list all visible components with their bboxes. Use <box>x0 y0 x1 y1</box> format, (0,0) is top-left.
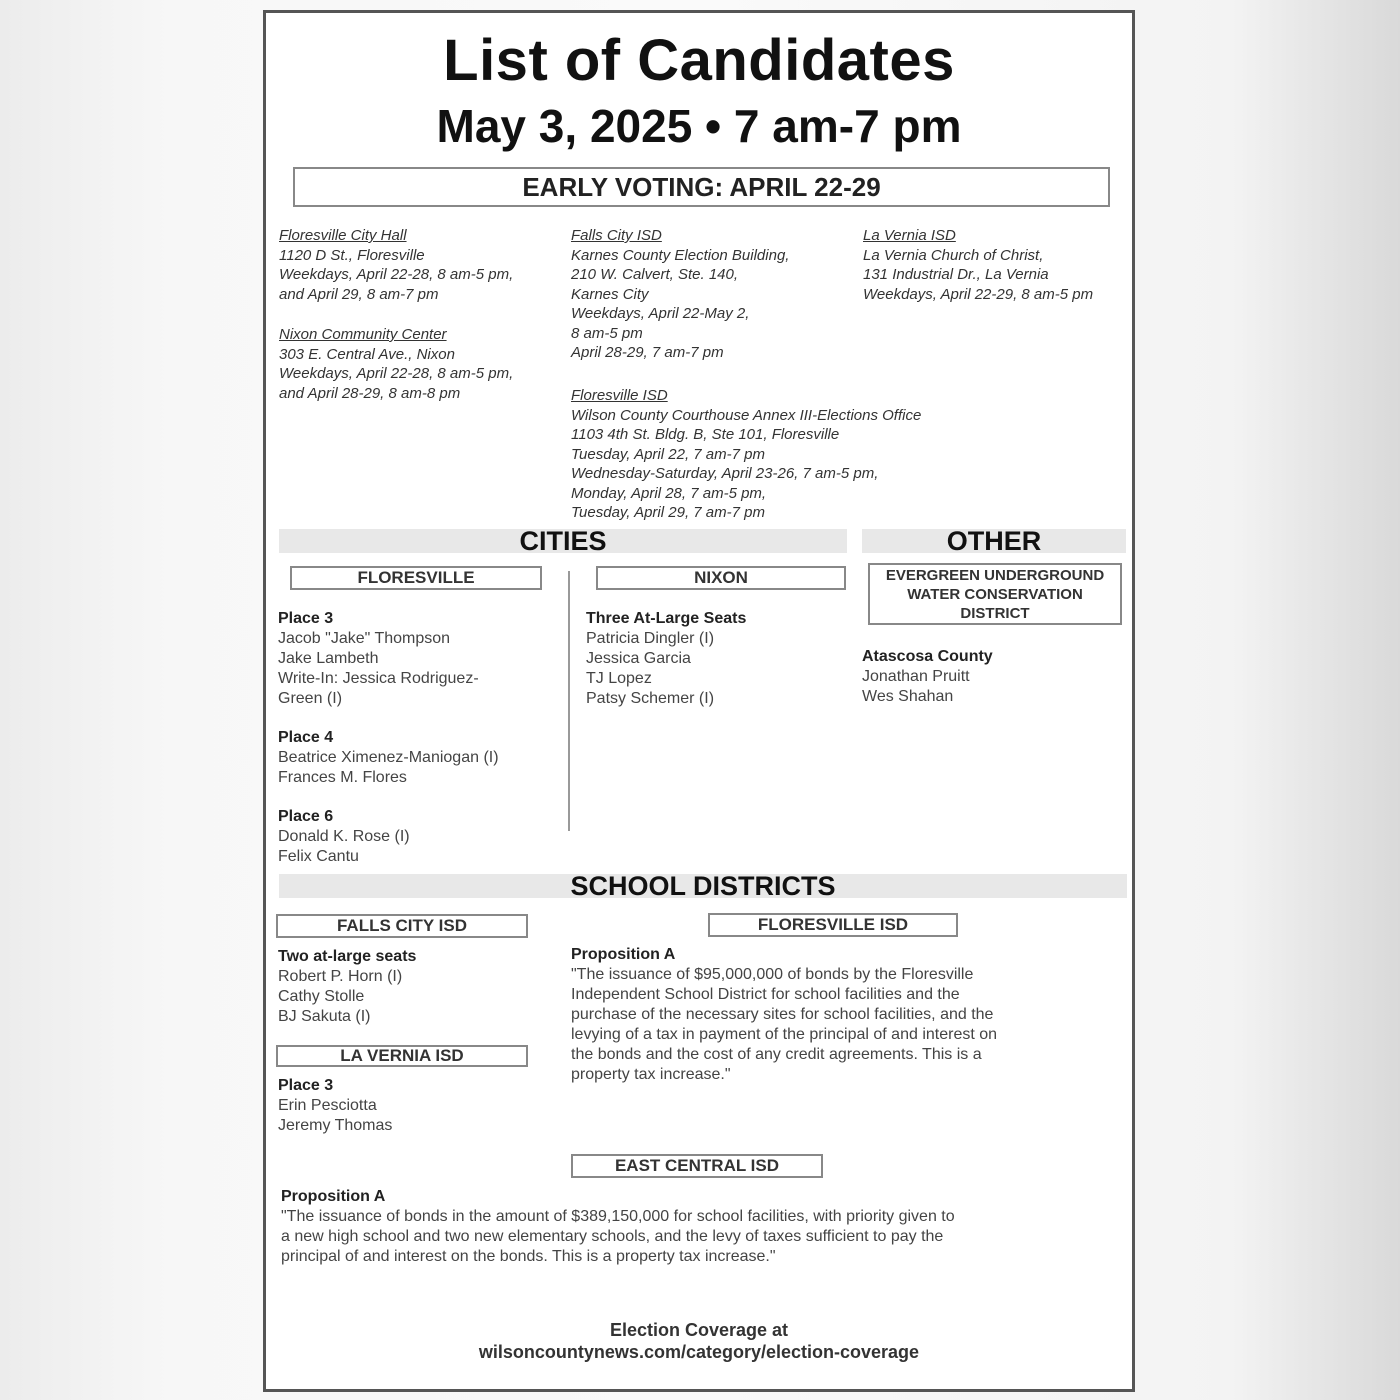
candidate-name: Green (I) <box>278 690 343 707</box>
candidate-name: Jonathan Pruitt <box>862 668 970 685</box>
candidate-name: Donald K. Rose (I) <box>278 828 410 845</box>
nixon-candidates <box>586 609 846 709</box>
page-title: List of Candidates <box>443 28 955 93</box>
location-floresville-isd <box>571 386 1001 523</box>
location-line: 303 E. Central Ave., Nixon <box>279 345 455 363</box>
candidate-name: Patsy Schemer (I) <box>586 690 715 707</box>
candidate-name: Jacob "Jake" Thompson <box>278 630 451 647</box>
location-line: Karnes City <box>571 285 649 303</box>
location-line: Weekdays, April 22-29, 8 am-5 pm <box>863 285 1094 303</box>
header-line: WATER CONSERVATION <box>907 586 1083 603</box>
location-line: 1120 D St., Floresville <box>279 246 425 264</box>
race-title: Three At-Large Seats <box>586 610 747 627</box>
floresville-isd-header: FLORESVILLE ISD <box>708 913 958 937</box>
location-falls-city-isd <box>571 226 856 363</box>
location-line: Weekdays, April 22-May 2, <box>571 305 750 322</box>
proposition-line: principal of and interest on the bonds. This is a property tax increase." <box>281 1248 776 1265</box>
race-title: Place 4 <box>278 729 334 746</box>
proposition-line: "The issuance of bonds in the amount of $389,150,000 for school facilities, with priority given to <box>281 1208 955 1225</box>
election-coverage-footer <box>266 1319 1132 1363</box>
candidate-name: BJ Sakuta (I) <box>278 1008 371 1025</box>
candidate-name: Cathy Stolle <box>278 988 365 1005</box>
proposition-line: a new high school and two new elementary schools, and the levy of taxes sufficient to pay the <box>281 1228 944 1245</box>
school-districts-section-heading: SCHOOL DISTRICTS <box>279 874 1127 898</box>
race-title: Place 6 <box>278 808 334 825</box>
floresville-candidates <box>278 609 563 867</box>
candidate-name: Robert P. Horn (I) <box>278 968 403 985</box>
race-group <box>278 609 563 709</box>
location-name: La Vernia ISD <box>863 227 956 244</box>
proposition-title: Proposition A <box>571 946 676 963</box>
other-section-heading: OTHER <box>862 529 1126 553</box>
candidates-list-page <box>263 10 1135 1392</box>
evergreen-candidates <box>862 647 1127 707</box>
candidate-name: Beatrice Ximenez-Maniogan (I) <box>278 749 499 766</box>
proposition-line: Independent School District for school facilities and the <box>571 986 960 1003</box>
location-line: April 28-29, 7 am-7 pm <box>571 344 724 361</box>
location-line: Weekdays, April 22-28, 8 am-5 pm, <box>279 365 514 382</box>
location-line: 131 Industrial Dr., La Vernia <box>863 266 1049 283</box>
candidate-name: Jeremy Thomas <box>278 1117 393 1134</box>
column-divider <box>568 571 570 831</box>
falls-city-isd-candidates <box>278 947 548 1027</box>
proposition-line: purchase of the necessary sites for school facilities, and the <box>571 1006 994 1023</box>
evergreen-district-header <box>868 563 1122 625</box>
footer-url: wilsoncountynews.com/category/election-coverage <box>478 1342 920 1362</box>
location-line: and April 28-29, 8 am-8 pm <box>279 384 461 402</box>
candidate-name: Jessica Garcia <box>586 650 691 667</box>
location-line: Wednesday-Saturday, April 23-26, 7 am-5 pm, <box>571 465 879 482</box>
proposition-line: "The issuance of $95,000,000 of bonds by the Floresville <box>571 966 974 983</box>
location-line: Monday, April 28, 7 am-5 pm, <box>571 484 767 502</box>
location-floresville-city-hall <box>279 226 559 304</box>
proposition-line: levying of a tax in payment of the principal of and interest on <box>571 1026 998 1043</box>
header-line: EVERGREEN UNDERGROUND <box>885 567 1105 584</box>
candidate-name: Write-In: Jessica Rodriguez- <box>278 670 479 687</box>
candidate-name: Patricia Dingler (I) <box>586 630 715 647</box>
candidate-name: TJ Lopez <box>586 670 652 687</box>
la-vernia-isd-candidates <box>278 1076 548 1136</box>
east-central-isd-header: EAST CENTRAL ISD <box>571 1154 823 1178</box>
election-date: May 3, 2025 • 7 am-7 pm <box>436 100 962 152</box>
la-vernia-isd-header: LA VERNIA ISD <box>276 1045 528 1067</box>
candidate-name: Wes Shahan <box>862 688 954 705</box>
location-line: 8 am-5 pm <box>571 324 643 342</box>
location-line: Weekdays, April 22-28, 8 am-5 pm, <box>279 266 514 283</box>
location-la-vernia-isd <box>863 226 1128 304</box>
east-central-isd-proposition <box>281 1187 1126 1267</box>
footer-caption: Election Coverage at <box>609 1320 789 1340</box>
location-line: Tuesday, April 22, 7 am-7 pm <box>571 445 765 463</box>
falls-city-isd-header: FALLS CITY ISD <box>276 914 528 938</box>
race-title: Two at-large seats <box>278 948 417 965</box>
nixon-header: NIXON <box>596 566 846 590</box>
candidate-name: Erin Pesciotta <box>278 1097 377 1114</box>
location-line: 1103 4th St. Bldg. B, Ste 101, Floresville <box>571 426 840 443</box>
race-title: Place 3 <box>278 610 334 627</box>
race-title: Atascosa County <box>862 648 993 665</box>
location-line: Karnes County Election Building, <box>571 246 790 264</box>
location-name: Falls City ISD <box>571 227 662 244</box>
early-voting-banner: EARLY VOTING: APRIL 22-29 <box>293 167 1110 207</box>
location-name: Nixon Community Center <box>279 326 447 343</box>
location-line: Tuesday, April 29, 7 am-7 pm <box>571 504 765 521</box>
proposition-line: property tax increase." <box>571 1066 731 1083</box>
proposition-title: Proposition A <box>281 1188 386 1205</box>
floresville-header: FLORESVILLE <box>290 566 542 590</box>
location-nixon-community-center <box>279 325 559 403</box>
candidate-name: Jake Lambeth <box>278 650 379 667</box>
location-name: Floresville ISD <box>571 387 668 404</box>
candidate-name: Frances M. Flores <box>278 769 407 786</box>
location-line: Wilson County Courthouse Annex III-Elections Office <box>571 406 922 424</box>
location-line: and April 29, 8 am-7 pm <box>279 285 439 303</box>
cities-section-heading: CITIES <box>279 529 847 553</box>
location-line: La Vernia Church of Christ, <box>863 246 1044 264</box>
race-title: Place 3 <box>278 1077 334 1094</box>
location-line: 210 W. Calvert, Ste. 140, <box>571 266 739 283</box>
candidate-name: Felix Cantu <box>278 848 359 865</box>
proposition-line: the bonds and the cost of any credit agreements. This is a <box>571 1046 982 1063</box>
race-group <box>278 728 563 788</box>
header-line: DISTRICT <box>960 605 1030 622</box>
race-group <box>278 807 563 867</box>
floresville-isd-proposition <box>571 945 1111 1085</box>
location-name: Floresville City Hall <box>279 227 407 244</box>
